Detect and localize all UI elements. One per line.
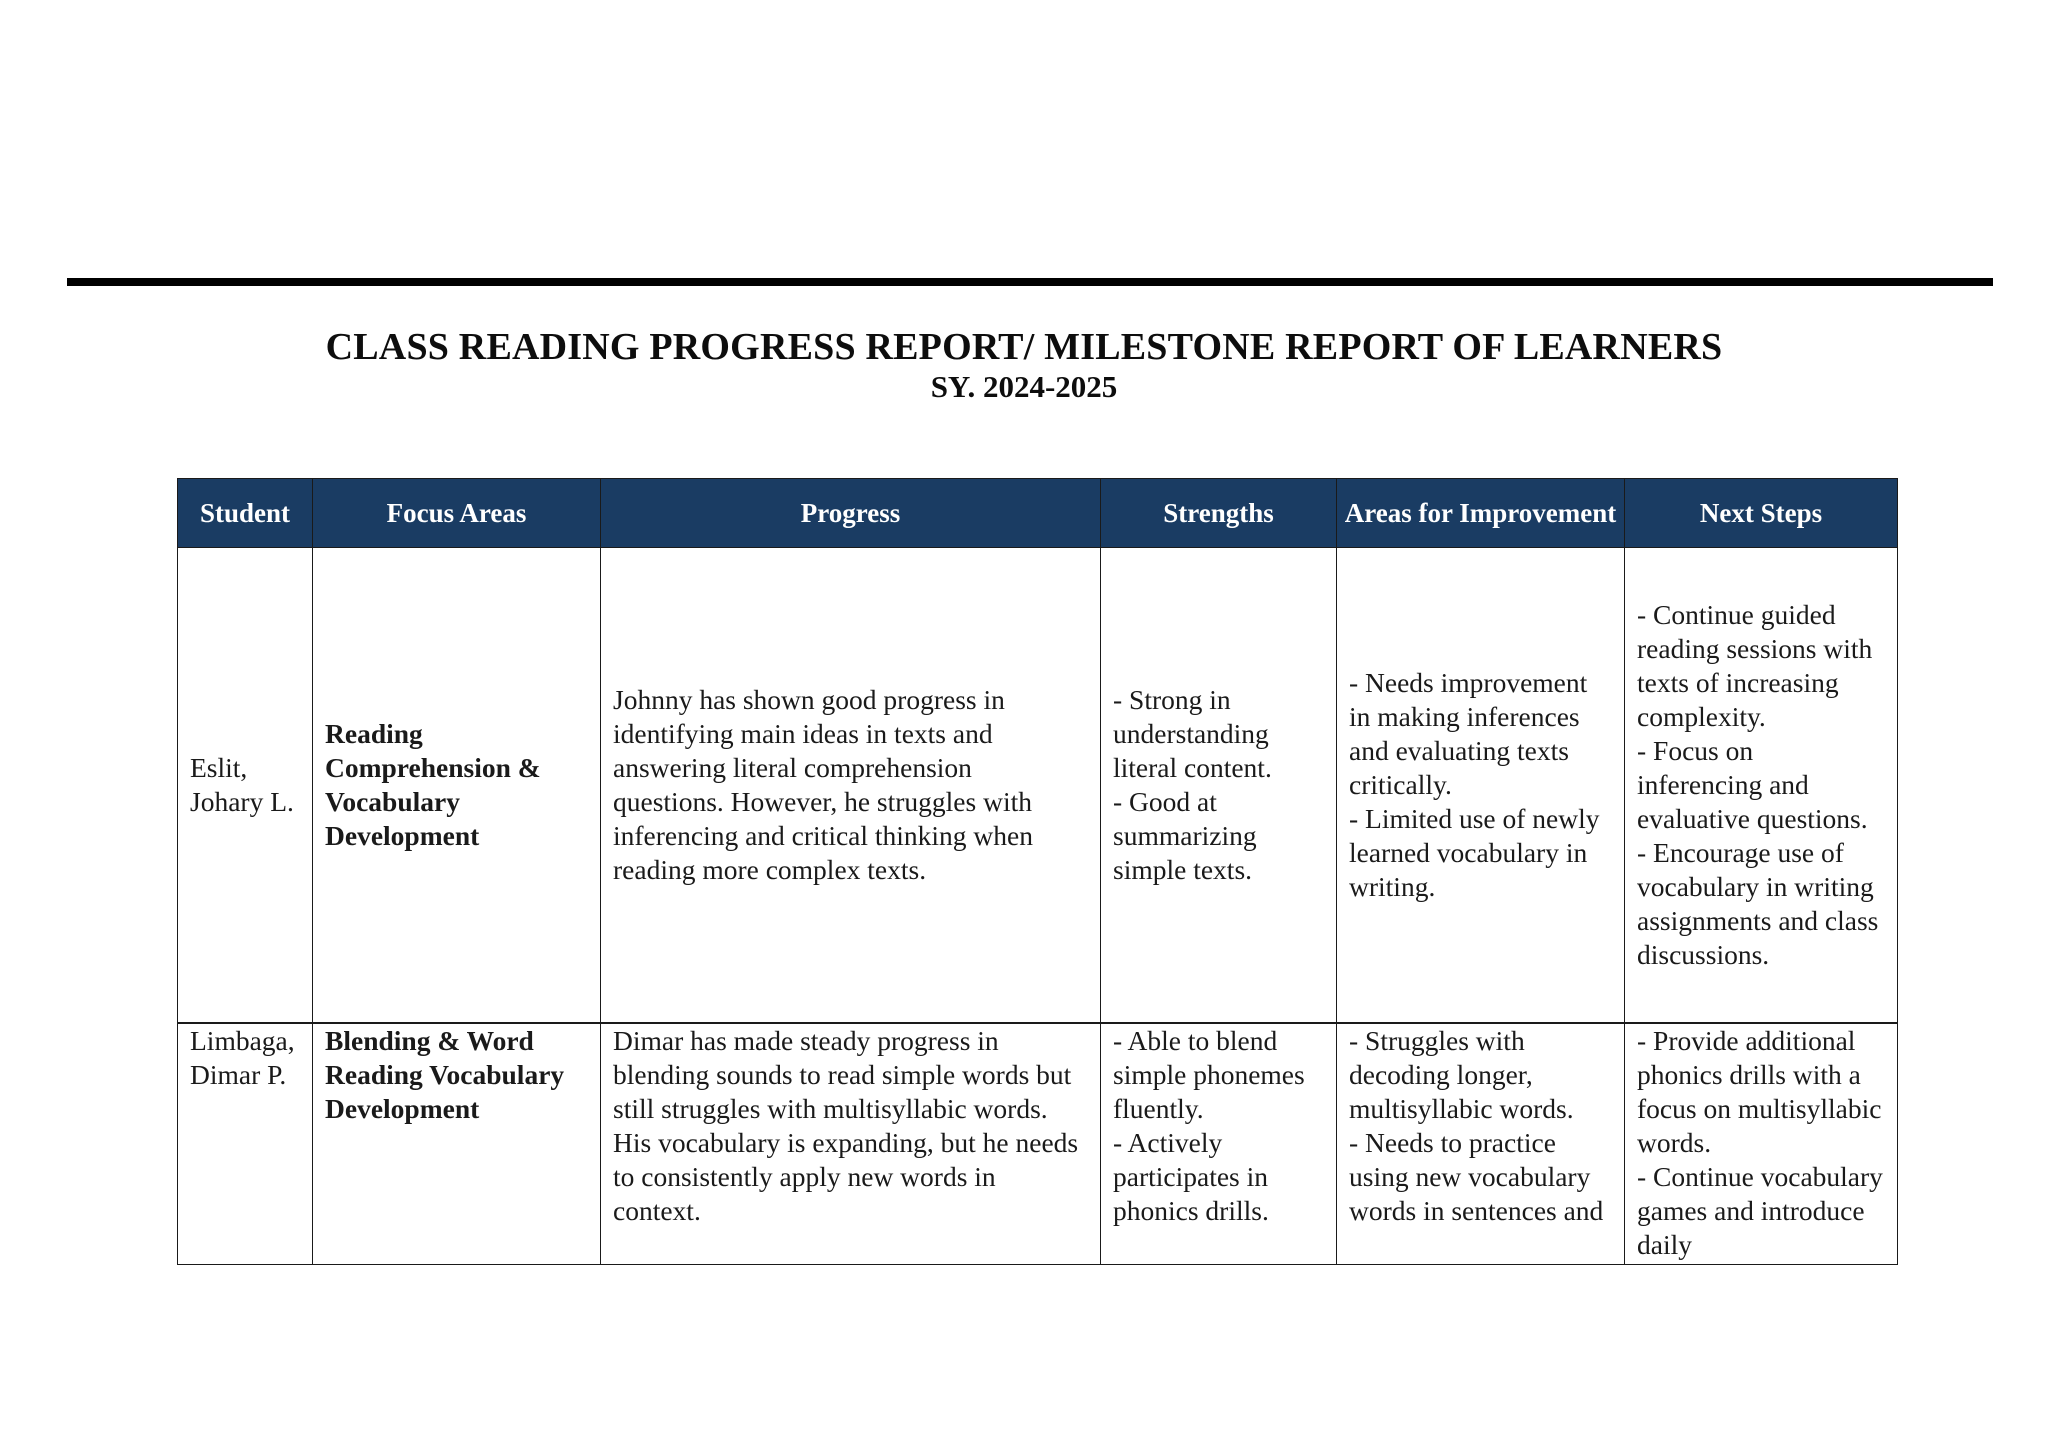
progress-table xyxy=(177,478,1898,1265)
table-row xyxy=(178,548,1898,1024)
report-heading xyxy=(0,325,2048,405)
areas-for-improvement-cell: - Needs improvement in making inferences and evaluating texts critically. - Limited use of newly learned vocabulary in writing. xyxy=(1337,548,1625,1024)
column-header-next-steps: Next Steps xyxy=(1625,479,1898,548)
student-cell: Eslit, Johary L. xyxy=(178,548,313,1024)
student-cell: Limbaga, Dimar P. xyxy=(178,1023,313,1265)
column-header-student: Student xyxy=(178,479,313,548)
column-header-progress: Progress xyxy=(601,479,1101,548)
progress-cell: Johnny has shown good progress in identifying main ideas in texts and answering literal comprehension questions. However, he struggles with inferencing and critical thinking when reading more complex texts. xyxy=(601,548,1101,1024)
strengths-cell: - Strong in understanding literal content. - Good at summarizing simple texts. xyxy=(1101,548,1337,1024)
table-header-row xyxy=(178,479,1898,548)
report-title: CLASS READING PROGRESS REPORT/ MILESTONE REPORT OF LEARNERS xyxy=(325,326,1723,368)
column-header-areas-for-improvement: Areas for Improvement xyxy=(1337,479,1625,548)
focus-areas-cell: Blending & Word Reading Vocabulary Development xyxy=(313,1023,601,1265)
next-steps-cell: - Provide additional phonics drills with a focus on multisyllabic words. - Continue vocabulary games and introduce daily xyxy=(1625,1023,1898,1265)
next-steps-cell: - Continue guided reading sessions with texts of increasing complexity. - Focus on inferencing and evaluative questions. - Encourage use of vocabulary in writing assignments and class discussions. xyxy=(1625,548,1898,1024)
column-header-focus-areas: Focus Areas xyxy=(313,479,601,548)
header-rule xyxy=(67,278,1993,286)
areas-for-improvement-cell: - Struggles with decoding longer, multisyllabic words. - Needs to practice using new vocabulary words in sentences and xyxy=(1337,1023,1625,1265)
strengths-cell: - Able to blend simple phonemes fluently. - Actively participates in phonics drills. xyxy=(1101,1023,1337,1265)
progress-cell: Dimar has made steady progress in blending sounds to read simple words but still struggles with multisyllabic words. His vocabulary is expanding, but he needs to consistently apply new words in context. xyxy=(601,1023,1101,1265)
column-header-strengths: Strengths xyxy=(1101,479,1337,548)
focus-areas-cell: Reading Comprehension & Vocabulary Development xyxy=(313,548,601,1024)
table-row xyxy=(178,1023,1898,1265)
school-year: SY. 2024-2025 xyxy=(930,369,1118,404)
